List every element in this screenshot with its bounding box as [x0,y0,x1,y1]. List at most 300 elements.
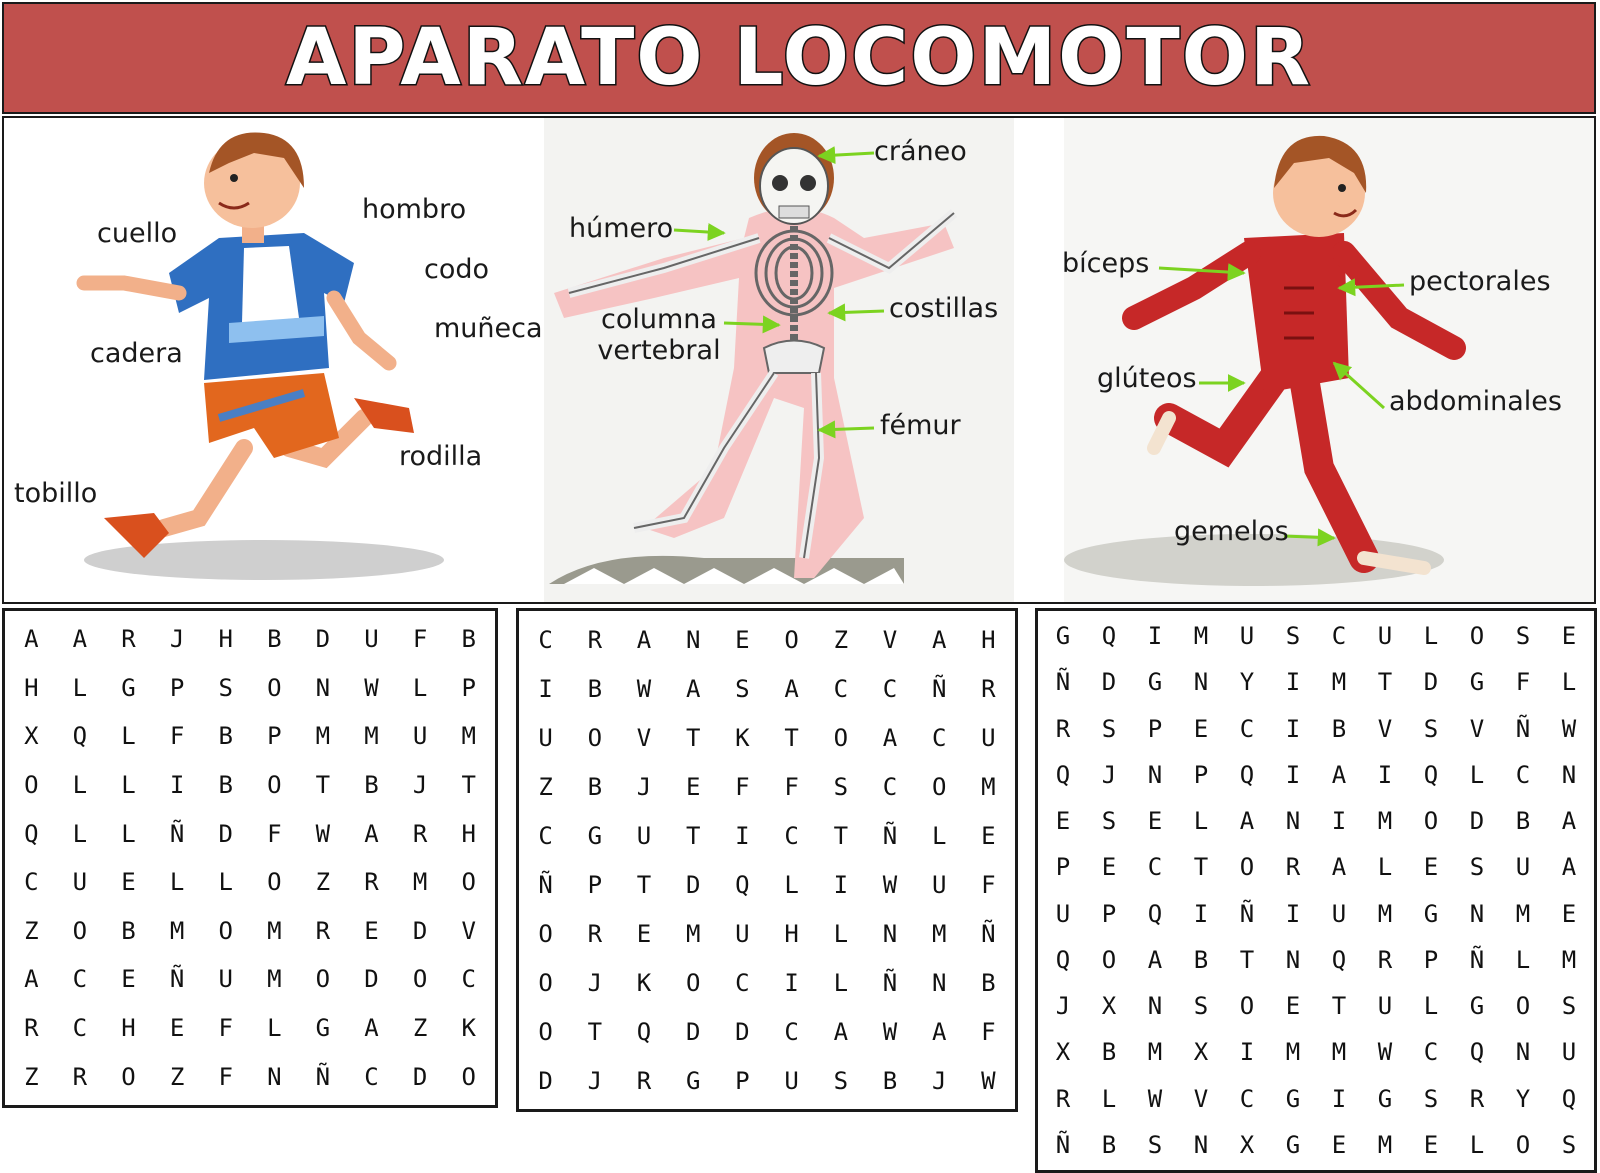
grid-letter[interactable]: D [218,819,233,848]
grid-letter[interactable]: J [587,968,603,997]
grid-letter[interactable]: N [1193,1130,1209,1159]
grid-letter[interactable]: E [1101,853,1117,882]
grid-letter[interactable]: V [1193,1084,1209,1113]
grid-letter[interactable]: Ñ [1469,945,1485,974]
grid-letter[interactable]: Q [1239,760,1255,789]
grid-letter[interactable]: F [169,722,185,751]
grid-letter[interactable]: D [538,1066,553,1095]
grid-letter[interactable]: N [267,1062,282,1091]
grid-letter[interactable]: D [685,1017,701,1046]
grid-letter[interactable]: Ñ [538,870,553,899]
grid-letter[interactable]: I [1239,1038,1255,1067]
grid-letter[interactable]: G [1377,1084,1393,1113]
grid-letter[interactable]: E [1055,807,1071,836]
grid-letter[interactable]: M [981,772,996,801]
grid-letter[interactable]: T [784,723,799,752]
grid-letter[interactable]: A [1561,853,1577,882]
grid-letter[interactable]: L [1377,853,1393,882]
grid-letter[interactable]: T [1331,992,1347,1021]
grid-letter[interactable]: O [1469,622,1485,651]
grid-letter[interactable]: F [1515,668,1531,697]
grid-letter[interactable]: G [1469,992,1485,1021]
grid-letter[interactable]: C [1423,1038,1439,1067]
grid-letter[interactable]: H [461,819,476,848]
grid-letter[interactable]: L [1193,807,1209,836]
grid-letter[interactable]: A [882,723,898,752]
grid-letter[interactable]: L [267,1014,282,1043]
grid-letter[interactable]: N [1285,945,1301,974]
grid-letter[interactable]: C [72,1014,88,1043]
grid-letter[interactable]: D [1469,807,1485,836]
grid-letter[interactable]: M [931,919,947,948]
grid-letter[interactable]: D [735,1017,750,1046]
grid-letter[interactable]: T [461,771,476,800]
grid-letter[interactable]: L [833,968,849,997]
grid-letter[interactable]: X [1101,992,1117,1021]
grid-letter[interactable]: E [1285,992,1301,1021]
grid-letter[interactable]: F [412,625,428,654]
grid-letter[interactable]: O [461,1062,476,1091]
grid-letter[interactable]: P [267,722,282,751]
grid-letter[interactable]: O [685,968,701,997]
grid-letter[interactable]: B [1193,945,1209,974]
grid-letter[interactable]: W [1561,714,1577,743]
grid-letter[interactable]: L [1515,945,1531,974]
grid-letter[interactable]: A [784,674,799,703]
grid-letter[interactable]: Ñ [882,821,898,850]
grid-letter[interactable]: H [24,673,39,702]
grid-letter[interactable]: U [636,821,652,850]
grid-letter[interactable]: I [1331,1084,1347,1113]
grid-letter[interactable]: E [981,821,996,850]
grid-letter[interactable]: Z [24,916,39,945]
grid-letter[interactable]: D [364,965,379,994]
grid-letter[interactable]: W [636,674,652,703]
grid-letter[interactable]: O [267,673,282,702]
grid-letter[interactable]: Ñ [1239,899,1255,928]
grid-letter[interactable]: Q [1101,622,1117,651]
grid-letter[interactable]: R [587,919,603,948]
grid-letter[interactable]: X [24,722,39,751]
grid-letter[interactable]: C [882,674,898,703]
grid-letter[interactable]: R [981,674,996,703]
grid-letter[interactable]: I [1285,760,1301,789]
grid-letter[interactable]: I [169,771,185,800]
grid-letter[interactable]: Q [1561,1084,1577,1113]
grid-letter[interactable]: L [1101,1084,1117,1113]
grid-letter[interactable]: O [412,965,428,994]
grid-letter[interactable]: T [833,821,849,850]
grid-letter[interactable]: S [1101,807,1117,836]
grid-letter[interactable]: X [1055,1038,1071,1067]
grid-letter[interactable]: F [218,1014,233,1043]
grid-letter[interactable]: W [315,819,331,848]
grid-letter[interactable]: R [1285,853,1301,882]
grid-letter[interactable]: N [1285,807,1301,836]
grid-letter[interactable]: I [1285,668,1301,697]
grid-letter[interactable]: A [1331,760,1347,789]
grid-letter[interactable]: Z [538,772,553,801]
grid-letter[interactable]: P [587,870,603,899]
grid-letter[interactable]: M [267,916,282,945]
grid-letter[interactable]: R [1469,1084,1485,1113]
grid-letter[interactable]: O [538,919,553,948]
grid-letter[interactable]: I [833,870,849,899]
grid-letter[interactable]: E [735,625,750,654]
grid-letter[interactable]: V [1469,714,1485,743]
grid-letter[interactable]: N [1147,992,1163,1021]
grid-letter[interactable]: O [1239,992,1255,1021]
grid-letter[interactable]: S [833,1066,849,1095]
grid-letter[interactable]: S [1423,1084,1439,1113]
grid-letter[interactable]: G [587,821,603,850]
grid-letter[interactable]: M [1561,945,1577,974]
grid-letter[interactable]: Z [833,625,849,654]
grid-letter[interactable]: I [1377,760,1393,789]
grid-letter[interactable]: M [267,965,282,994]
grid-letter[interactable]: J [412,771,428,800]
grid-letter[interactable]: S [1561,992,1577,1021]
grid-letter[interactable]: C [882,772,898,801]
grid-letter[interactable]: Z [24,1062,39,1091]
grid-letter[interactable]: B [1101,1038,1117,1067]
grid-letter[interactable]: L [121,819,136,848]
grid-letter[interactable]: O [931,772,947,801]
grid-letter[interactable]: D [412,1062,428,1091]
grid-letter[interactable]: Q [1147,899,1163,928]
grid-letter[interactable]: Q [735,870,750,899]
grid-letter[interactable]: M [1377,899,1393,928]
grid-letter[interactable]: G [1469,668,1485,697]
grid-letter[interactable]: U [1377,992,1393,1021]
grid-letter[interactable]: O [1101,945,1117,974]
grid-letter[interactable]: Q [1469,1038,1485,1067]
grid-letter[interactable]: M [1147,1038,1163,1067]
grid-letter[interactable]: R [121,625,136,654]
grid-letter[interactable]: B [218,722,233,751]
grid-letter[interactable]: H [981,625,996,654]
grid-letter[interactable]: E [364,916,379,945]
grid-letter[interactable]: I [1285,714,1301,743]
grid-letter[interactable]: Q [1331,945,1347,974]
grid-letter[interactable]: P [1423,945,1439,974]
grid-letter[interactable]: Ñ [169,819,185,848]
grid-letter[interactable]: L [72,819,88,848]
grid-letter[interactable]: M [315,722,331,751]
grid-letter[interactable]: S [833,772,849,801]
grid-letter[interactable]: P [1193,760,1209,789]
grid-letter[interactable]: S [1285,622,1301,651]
grid-letter[interactable]: D [685,870,701,899]
grid-letter[interactable]: N [931,968,947,997]
grid-letter[interactable]: L [1423,992,1439,1021]
grid-letter[interactable]: R [412,819,428,848]
grid-letter[interactable]: M [169,916,185,945]
grid-letter[interactable]: U [1239,622,1255,651]
grid-letter[interactable]: L [784,870,799,899]
grid-letter[interactable]: N [685,625,701,654]
grid-letter[interactable]: W [882,1017,898,1046]
grid-letter[interactable]: N [1515,1038,1531,1067]
grid-letter[interactable]: G [1285,1084,1301,1113]
grid-letter[interactable]: L [412,673,428,702]
grid-letter[interactable]: U [1055,899,1071,928]
grid-letter[interactable]: G [1285,1130,1301,1159]
grid-letter[interactable]: E [1561,899,1577,928]
grid-letter[interactable]: R [72,1062,88,1091]
grid-letter[interactable]: F [981,870,996,899]
grid-letter[interactable]: D [315,625,331,654]
grid-letter[interactable]: W [364,673,379,702]
grid-letter[interactable]: U [412,722,428,751]
grid-letter[interactable]: U [784,1066,799,1095]
grid-letter[interactable]: L [169,868,185,897]
grid-letter[interactable]: U [735,919,750,948]
grid-letter[interactable]: Q [24,819,39,848]
grid-letter[interactable]: Ñ [931,674,947,703]
grid-letter[interactable]: Ñ [882,968,898,997]
grid-letter[interactable]: I [1193,899,1209,928]
grid-letter[interactable]: A [931,625,947,654]
grid-letter[interactable]: T [1239,945,1255,974]
grid-letter[interactable]: T [587,1017,603,1046]
grid-letter[interactable]: R [364,868,379,897]
grid-letter[interactable]: C [1239,714,1255,743]
grid-letter[interactable]: L [1469,1130,1485,1159]
grid-letter[interactable]: D [412,916,428,945]
grid-letter[interactable]: E [636,919,652,948]
grid-letter[interactable]: O [833,723,849,752]
grid-letter[interactable]: E [121,868,136,897]
grid-letter[interactable]: U [364,625,379,654]
grid-letter[interactable]: I [1331,807,1347,836]
grid-letter[interactable]: B [587,674,603,703]
grid-letter[interactable]: O [315,965,331,994]
grid-letter[interactable]: R [315,916,331,945]
grid-letter[interactable]: K [735,723,750,752]
grid-letter[interactable]: M [685,919,701,948]
grid-letter[interactable]: X [1193,1038,1209,1067]
grid-letter[interactable]: U [1377,622,1393,651]
grid-letter[interactable]: S [735,674,750,703]
grid-letter[interactable]: R [587,625,603,654]
grid-letter[interactable]: S [1193,992,1209,1021]
grid-letter[interactable]: P [1147,714,1163,743]
grid-letter[interactable]: C [72,965,88,994]
grid-letter[interactable]: J [169,625,185,654]
grid-letter[interactable]: O [1423,807,1439,836]
grid-letter[interactable]: N [1469,899,1485,928]
grid-letter[interactable]: M [1193,622,1209,651]
grid-letter[interactable]: P [1101,899,1117,928]
grid-letter[interactable]: R [1377,945,1393,974]
grid-letter[interactable]: U [72,868,88,897]
grid-letter[interactable]: B [267,625,282,654]
grid-letter[interactable]: K [636,968,652,997]
grid-letter[interactable]: L [833,919,849,948]
grid-letter[interactable]: C [538,821,553,850]
grid-letter[interactable]: O [538,1017,553,1046]
grid-letter[interactable]: O [461,868,476,897]
grid-letter[interactable]: Q [1423,760,1439,789]
grid-letter[interactable]: Ñ [1055,668,1071,697]
grid-letter[interactable]: G [315,1014,331,1043]
grid-letter[interactable]: L [218,868,233,897]
grid-letter[interactable]: N [1147,760,1163,789]
grid-letter[interactable]: J [587,1066,603,1095]
grid-letter[interactable]: Ñ [169,965,185,994]
grid-letter[interactable]: F [218,1062,233,1091]
grid-letter[interactable]: N [315,673,331,702]
grid-letter[interactable]: O [267,771,282,800]
grid-letter[interactable]: E [1423,853,1439,882]
grid-letter[interactable]: I [1147,622,1163,651]
grid-letter[interactable]: L [1423,622,1439,651]
grid-letter[interactable]: G [121,673,136,702]
grid-letter[interactable]: E [1331,1130,1347,1159]
grid-letter[interactable]: L [72,673,88,702]
grid-letter[interactable]: K [461,1014,476,1043]
grid-letter[interactable]: P [461,673,476,702]
grid-letter[interactable]: A [1561,807,1577,836]
grid-letter[interactable]: X [1239,1130,1255,1159]
grid-letter[interactable]: U [931,870,947,899]
grid-letter[interactable]: Q [72,722,88,751]
grid-letter[interactable]: U [538,723,553,752]
grid-letter[interactable]: B [121,916,136,945]
grid-letter[interactable]: C [784,1017,799,1046]
grid-letter[interactable]: U [981,723,996,752]
grid-letter[interactable]: M [1377,1130,1393,1159]
grid-letter[interactable]: T [685,821,701,850]
grid-letter[interactable]: M [364,722,379,751]
grid-letter[interactable]: O [784,625,799,654]
grid-letter[interactable]: N [1193,668,1209,697]
grid-letter[interactable]: P [1055,853,1071,882]
grid-letter[interactable]: Q [1055,760,1071,789]
grid-letter[interactable]: E [1147,807,1163,836]
grid-letter[interactable]: Q [636,1017,652,1046]
grid-letter[interactable]: D [1101,668,1117,697]
grid-letter[interactable]: L [931,821,947,850]
grid-letter[interactable]: T [685,723,701,752]
grid-letter[interactable]: E [1561,622,1577,651]
grid-letter[interactable]: C [1515,760,1531,789]
grid-letter[interactable]: C [24,868,39,897]
grid-letter[interactable]: V [636,723,652,752]
grid-letter[interactable]: S [1515,622,1531,651]
grid-letter[interactable]: U [1331,899,1347,928]
grid-letter[interactable]: F [267,819,282,848]
grid-letter[interactable]: W [882,870,898,899]
grid-letter[interactable]: R [1055,714,1071,743]
grid-letter[interactable]: S [1101,714,1117,743]
grid-letter[interactable]: G [1423,899,1439,928]
grid-letter[interactable]: V [882,625,898,654]
grid-letter[interactable]: P [735,1066,750,1095]
grid-letter[interactable]: M [1331,1038,1347,1067]
grid-letter[interactable]: R [636,1066,652,1095]
grid-letter[interactable]: F [735,772,750,801]
grid-letter[interactable]: Q [1055,945,1071,974]
grid-letter[interactable]: L [1561,668,1577,697]
grid-letter[interactable]: M [1515,899,1531,928]
grid-letter[interactable]: S [1469,853,1485,882]
grid-letter[interactable]: Y [1239,668,1255,697]
grid-letter[interactable]: B [981,968,996,997]
grid-letter[interactable]: I [538,674,553,703]
grid-letter[interactable]: G [1055,622,1071,651]
grid-letter[interactable]: H [784,919,799,948]
grid-letter[interactable]: N [1561,760,1577,789]
grid-letter[interactable]: V [461,916,476,945]
grid-letter[interactable]: V [1377,714,1393,743]
grid-letter[interactable]: A [1331,853,1347,882]
grid-letter[interactable]: O [538,968,553,997]
grid-letter[interactable]: C [931,723,947,752]
grid-letter[interactable]: A [931,1017,947,1046]
grid-letter[interactable]: Z [169,1062,185,1091]
grid-letter[interactable]: G [1147,668,1163,697]
grid-letter[interactable]: E [1193,714,1209,743]
grid-letter[interactable]: N [882,919,898,948]
grid-letter[interactable]: A [24,965,39,994]
grid-letter[interactable]: C [1147,853,1163,882]
grid-letter[interactable]: Ñ [981,919,996,948]
grid-letter[interactable]: Ñ [1055,1130,1071,1159]
grid-letter[interactable]: J [931,1066,947,1095]
grid-letter[interactable]: D [1423,668,1439,697]
grid-letter[interactable]: L [121,771,136,800]
grid-letter[interactable]: R [24,1014,39,1043]
grid-letter[interactable]: L [1469,760,1485,789]
grid-letter[interactable]: I [1285,899,1301,928]
grid-letter[interactable]: C [364,1062,379,1091]
grid-letter[interactable]: E [1423,1130,1439,1159]
grid-letter[interactable]: M [461,722,476,751]
grid-letter[interactable]: M [1331,668,1347,697]
grid-letter[interactable]: M [1285,1038,1301,1067]
grid-letter[interactable]: T [1377,668,1393,697]
grid-letter[interactable]: B [587,772,603,801]
grid-letter[interactable]: B [461,625,476,654]
grid-letter[interactable]: U [1515,853,1531,882]
grid-letter[interactable]: A [1239,807,1255,836]
grid-letter[interactable]: J [636,772,652,801]
grid-letter[interactable]: T [1193,853,1209,882]
grid-letter[interactable]: W [1377,1038,1393,1067]
grid-letter[interactable]: A [685,674,701,703]
grid-letter[interactable]: W [1147,1084,1163,1113]
grid-letter[interactable]: C [1331,622,1347,651]
grid-letter[interactable]: C [784,821,799,850]
grid-letter[interactable]: P [169,673,185,702]
grid-letter[interactable]: F [784,772,799,801]
grid-letter[interactable]: T [636,870,652,899]
grid-letter[interactable]: A [1147,945,1163,974]
grid-letter[interactable]: U [1561,1038,1577,1067]
grid-letter[interactable]: I [784,968,799,997]
grid-letter[interactable]: J [1055,992,1071,1021]
grid-letter[interactable]: O [72,916,88,945]
grid-letter[interactable]: T [315,771,331,800]
grid-letter[interactable]: M [1377,807,1393,836]
grid-letter[interactable]: O [121,1062,136,1091]
grid-letter[interactable]: S [1561,1130,1577,1159]
grid-letter[interactable]: Z [412,1014,428,1043]
grid-letter[interactable]: C [461,965,476,994]
grid-letter[interactable]: A [24,625,39,654]
